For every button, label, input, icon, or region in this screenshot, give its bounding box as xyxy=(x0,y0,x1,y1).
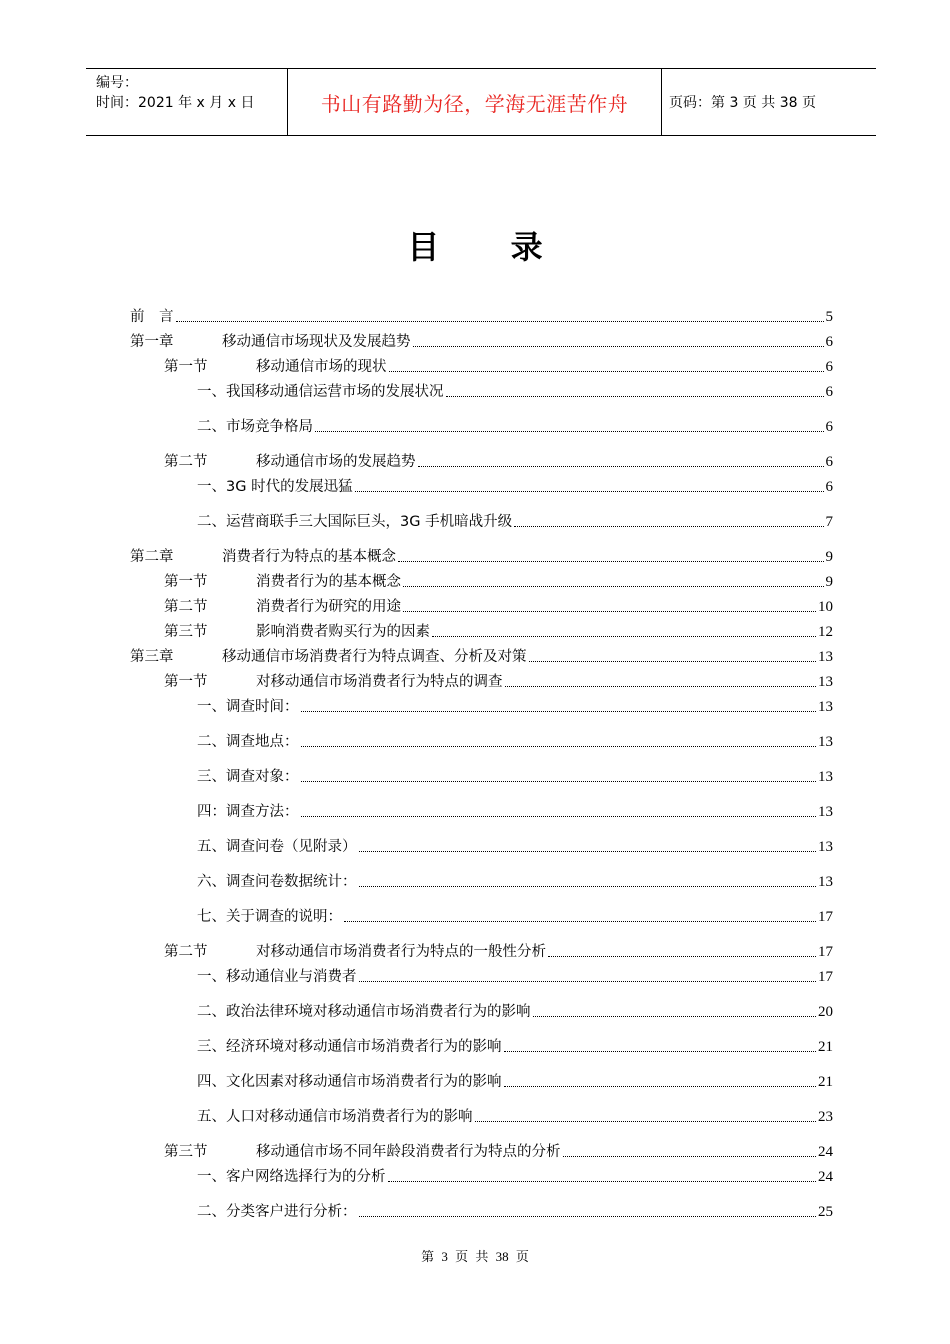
toc-entry[interactable] xyxy=(197,1069,833,1091)
toc-entry[interactable] xyxy=(164,1139,833,1161)
toc-entry-number: 第一节 xyxy=(164,574,208,590)
toc-entry[interactable] xyxy=(164,619,833,641)
toc-entry-page: 20 xyxy=(818,1004,833,1020)
toc-entry-page: 21 xyxy=(818,1039,833,1055)
toc-entry-title: 影响消费者购买行为的因素 xyxy=(256,624,430,640)
toc-entry-page: 7 xyxy=(825,514,833,530)
toc-entry-title: 五、调查问卷（见附录） xyxy=(197,839,357,855)
toc-entry-number: 第二章 xyxy=(130,549,174,565)
toc-entry-title: 移动通信市场消费者行为特点调查、分析及对策 xyxy=(222,649,527,665)
toc-entry-title: 移动通信市场的发展趋势 xyxy=(256,454,416,470)
toc-entry-page: 13 xyxy=(818,874,833,890)
toc-entry-page: 9 xyxy=(825,549,833,565)
toc-entry-title: 一、移动通信业与消费者 xyxy=(197,969,357,985)
toc-leader-dots xyxy=(301,780,817,782)
toc-leader-dots xyxy=(504,1085,817,1087)
toc-leader-dots xyxy=(344,920,816,922)
toc-entry-title: 消费者行为研究的用途 xyxy=(256,599,401,615)
toc-leader-dots xyxy=(403,610,816,612)
toc-entry-page: 23 xyxy=(818,1109,833,1125)
toc-entry-title: 一、我国移动通信运营市场的发展状况 xyxy=(197,384,444,400)
toc-entry[interactable] xyxy=(164,939,833,961)
toc-leader-dots xyxy=(301,745,817,747)
toc-entry-number: 第三节 xyxy=(164,1144,208,1160)
toc-leader-dots xyxy=(355,490,824,492)
header-motto: 书山有路勤为径，学海无涯苦作舟 xyxy=(287,69,662,135)
toc-entry-title: 六、调查问卷数据统计： xyxy=(197,874,357,890)
toc-leader-dots xyxy=(432,635,816,637)
toc-entry-page: 21 xyxy=(818,1074,833,1090)
toc-entry[interactable] xyxy=(164,669,833,691)
toc-leader-dots xyxy=(505,685,817,687)
time-label: 时间：2021 年 x 月 x 日 xyxy=(96,95,255,111)
toc-entry-title: 二、运营商联手三大国际巨头，3G 手机暗战升级 xyxy=(197,514,513,530)
toc-entry[interactable] xyxy=(197,999,833,1021)
toc-entry-page: 6 xyxy=(825,334,833,350)
toc-entry-page: 13 xyxy=(818,674,833,690)
toc-leader-dots xyxy=(514,525,823,527)
toc-entry-title: 移动通信市场现状及发展趋势 xyxy=(222,334,411,350)
toc-entry[interactable] xyxy=(197,379,833,401)
toc-leader-dots xyxy=(504,1050,817,1052)
toc-entry-number: 第二节 xyxy=(164,599,208,615)
toc-leader-dots xyxy=(475,1120,817,1122)
toc-leader-dots xyxy=(529,660,817,662)
toc-entry[interactable] xyxy=(164,449,833,471)
toc-entry[interactable] xyxy=(197,1034,833,1056)
toc-entry[interactable] xyxy=(197,799,833,821)
toc-entry-page: 6 xyxy=(825,419,833,435)
toc-leader-dots xyxy=(301,710,817,712)
toc-leader-dots xyxy=(315,430,824,432)
toc-entry-page: 24 xyxy=(818,1169,833,1185)
toc-entry-title: 四：调查方法： xyxy=(197,804,299,820)
toc-entry-title: 一、调查时间： xyxy=(197,699,299,715)
toc-entry-page: 9 xyxy=(825,574,833,590)
toc-entry-page: 13 xyxy=(818,734,833,750)
toc-entry-number: 第一节 xyxy=(164,359,208,375)
toc-entry[interactable] xyxy=(130,329,833,351)
toc-leader-dots xyxy=(563,1155,817,1157)
toc-entry-title: 消费者行为的基本概念 xyxy=(256,574,401,590)
toc-entry-page: 17 xyxy=(818,969,833,985)
toc-entry-title: 一、3G 时代的发展迅猛 xyxy=(197,479,353,495)
toc-entry-title: 对移动通信市场消费者行为特点的调查 xyxy=(256,674,503,690)
toc-entry-number: 第一节 xyxy=(164,674,208,690)
page-title: 目 录 xyxy=(407,228,573,266)
toc-leader-dots xyxy=(446,395,824,397)
toc-entry-page: 13 xyxy=(818,649,833,665)
toc-entry[interactable] xyxy=(197,764,833,786)
toc-entry[interactable] xyxy=(197,1104,833,1126)
toc-entry-page: 6 xyxy=(825,454,833,470)
toc-leader-dots xyxy=(413,345,824,347)
toc-entry-page: 13 xyxy=(818,699,833,715)
toc-entry-title: 四、文化因素对移动通信市场消费者行为的影响 xyxy=(197,1074,502,1090)
toc-leader-dots xyxy=(176,320,824,322)
header-page-info: 页码：第 3 页 共 38 页 xyxy=(669,95,816,111)
toc-entry[interactable] xyxy=(197,834,833,856)
toc-entry[interactable] xyxy=(197,1199,833,1221)
toc-entry[interactable] xyxy=(197,474,833,496)
toc-entry-title: 移动通信市场的现状 xyxy=(256,359,387,375)
toc-leader-dots xyxy=(359,980,817,982)
toc-entry[interactable] xyxy=(197,869,833,891)
toc-entry-title: 二、市场竞争格局 xyxy=(197,419,313,435)
toc-entry-page: 25 xyxy=(818,1204,833,1220)
toc-entry-page: 6 xyxy=(825,384,833,400)
toc-entry-number: 第三节 xyxy=(164,624,208,640)
toc-entry-page: 6 xyxy=(825,359,833,375)
toc-entry-page: 6 xyxy=(825,479,833,495)
toc-leader-dots xyxy=(533,1015,817,1017)
toc-entry-number: 第二节 xyxy=(164,454,208,470)
toc-entry[interactable] xyxy=(197,904,833,926)
toc-entry-title: 一、客户网络选择行为的分析 xyxy=(197,1169,386,1185)
toc-entry-page: 13 xyxy=(818,839,833,855)
toc-entry-title: 五、人口对移动通信市场消费者行为的影响 xyxy=(197,1109,473,1125)
page-footer: 第 3 页 共 38 页 xyxy=(421,1249,529,1264)
toc-leader-dots xyxy=(359,1215,817,1217)
toc-entry-title: 二、政治法律环境对移动通信市场消费者行为的影响 xyxy=(197,1004,531,1020)
toc-entry-number: 第二节 xyxy=(164,944,208,960)
toc-entry[interactable] xyxy=(197,509,833,531)
toc-entry-title: 消费者行为特点的基本概念 xyxy=(222,549,396,565)
toc-entry[interactable] xyxy=(130,644,833,666)
toc-entry-page: 13 xyxy=(818,804,833,820)
toc-entry[interactable] xyxy=(197,694,833,716)
toc-leader-dots xyxy=(389,370,824,372)
toc-entry-page: 13 xyxy=(818,769,833,785)
toc-entry[interactable] xyxy=(130,544,833,566)
toc-entry-number: 第一章 xyxy=(130,334,174,350)
toc-leader-dots xyxy=(359,850,817,852)
toc-entry-title: 移动通信市场不同年龄段消费者行为特点的分析 xyxy=(256,1144,561,1160)
toc-entry-title: 七、关于调查的说明： xyxy=(197,909,342,925)
toc-entry-title: 二、调查地点： xyxy=(197,734,299,750)
code-label: 编号： xyxy=(96,75,138,91)
toc-entry[interactable] xyxy=(164,354,833,376)
toc-entry-page: 24 xyxy=(818,1144,833,1160)
toc-leader-dots xyxy=(403,585,824,587)
toc-leader-dots xyxy=(548,955,816,957)
toc-leader-dots xyxy=(301,815,817,817)
toc-entry[interactable] xyxy=(130,304,833,326)
toc-entry-title: 对移动通信市场消费者行为特点的一般性分析 xyxy=(256,944,546,960)
toc-leader-dots xyxy=(388,1180,817,1182)
toc-entry[interactable] xyxy=(197,729,833,751)
toc-entry-title: 三、经济环境对移动通信市场消费者行为的影响 xyxy=(197,1039,502,1055)
toc-entry-page: 12 xyxy=(818,624,833,640)
toc-leader-dots xyxy=(359,885,817,887)
toc-entry[interactable] xyxy=(164,569,833,591)
toc-entry-title: 二、分类客户进行分析： xyxy=(197,1204,357,1220)
toc-leader-dots xyxy=(418,465,824,467)
toc-entry[interactable] xyxy=(197,964,833,986)
toc-entry-page: 5 xyxy=(825,309,833,325)
toc-entry[interactable] xyxy=(197,414,833,436)
toc-entry[interactable] xyxy=(164,594,833,616)
toc-entry-page: 17 xyxy=(818,909,833,925)
toc-entry-title: 三、调查对象： xyxy=(197,769,299,785)
toc-entry-number: 前 言 xyxy=(130,309,174,325)
toc-leader-dots xyxy=(398,560,824,562)
toc-entry-number: 第三章 xyxy=(130,649,174,665)
toc-entry-page: 10 xyxy=(818,599,833,615)
toc-entry[interactable] xyxy=(197,1164,833,1186)
toc-entry-page: 17 xyxy=(818,944,833,960)
